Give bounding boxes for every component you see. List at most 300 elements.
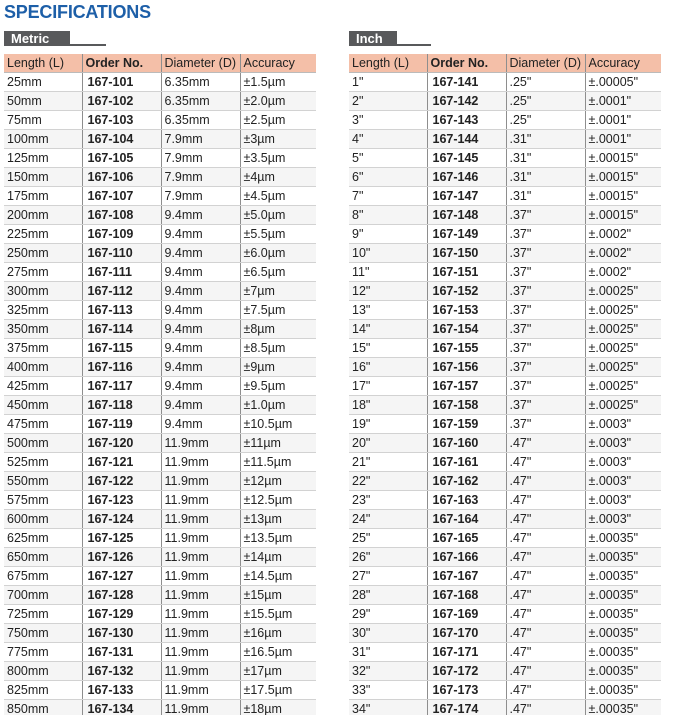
- order-no-cell: 167-173: [427, 680, 506, 699]
- table-row: [4, 699, 316, 715]
- accuracy-cell: ±16.5µm: [240, 642, 316, 661]
- length-cell: 50mm: [4, 91, 82, 110]
- table-row: [349, 433, 661, 452]
- length-cell: 150mm: [4, 167, 82, 186]
- diameter-cell: 11.9mm: [161, 509, 240, 528]
- order-no-cell: 167-148: [427, 205, 506, 224]
- order-no-cell: 167-115: [82, 338, 161, 357]
- order-no-cell: 167-128: [82, 585, 161, 604]
- diameter-cell: 11.9mm: [161, 699, 240, 715]
- length-cell: 125mm: [4, 148, 82, 167]
- diameter-cell: 11.9mm: [161, 585, 240, 604]
- table-row: [4, 471, 316, 490]
- inch-header-row: [349, 54, 661, 72]
- length-cell: 650mm: [4, 547, 82, 566]
- order-no-cell: 167-126: [82, 547, 161, 566]
- length-cell: 23": [349, 490, 427, 509]
- table-row: [4, 110, 316, 129]
- diameter-cell: .47": [506, 452, 585, 471]
- table-row: [349, 566, 661, 585]
- length-cell: 10": [349, 243, 427, 262]
- length-cell: 500mm: [4, 433, 82, 452]
- inch-spec-table: [349, 54, 661, 715]
- table-row: [349, 357, 661, 376]
- accuracy-cell: ±7.5µm: [240, 300, 316, 319]
- length-cell: 75mm: [4, 110, 82, 129]
- diameter-cell: 11.9mm: [161, 604, 240, 623]
- length-cell: 13": [349, 300, 427, 319]
- accuracy-cell: ±.0002": [585, 224, 661, 243]
- accuracy-cell: ±12µm: [240, 471, 316, 490]
- diameter-cell: 9.4mm: [161, 243, 240, 262]
- length-cell: 575mm: [4, 490, 82, 509]
- metric-spec-table: [4, 54, 316, 715]
- order-no-cell: 167-130: [82, 623, 161, 642]
- order-no-cell: 167-108: [82, 205, 161, 224]
- metric-header-accuracy: Accuracy: [240, 54, 316, 72]
- diameter-cell: .37": [506, 224, 585, 243]
- metric-header-length: Length (L): [4, 54, 82, 72]
- order-no-cell: 167-167: [427, 566, 506, 585]
- order-no-cell: 167-158: [427, 395, 506, 414]
- length-cell: 475mm: [4, 414, 82, 433]
- accuracy-cell: ±.00035": [585, 642, 661, 661]
- order-no-cell: 167-114: [82, 319, 161, 338]
- length-cell: 525mm: [4, 452, 82, 471]
- table-row: [349, 604, 661, 623]
- table-row: [4, 623, 316, 642]
- order-no-cell: 167-163: [427, 490, 506, 509]
- length-cell: 175mm: [4, 186, 82, 205]
- accuracy-cell: ±.00035": [585, 566, 661, 585]
- diameter-cell: 9.4mm: [161, 357, 240, 376]
- diameter-cell: .47": [506, 623, 585, 642]
- accuracy-cell: ±13.5µm: [240, 528, 316, 547]
- accuracy-cell: ±3.5µm: [240, 148, 316, 167]
- table-row: [4, 72, 316, 91]
- order-no-cell: 167-142: [427, 91, 506, 110]
- table-row: [349, 91, 661, 110]
- metric-header-diameter: Diameter (D): [161, 54, 240, 72]
- order-no-cell: 167-107: [82, 186, 161, 205]
- diameter-cell: 11.9mm: [161, 642, 240, 661]
- order-no-cell: 167-121: [82, 452, 161, 471]
- diameter-cell: .47": [506, 509, 585, 528]
- length-cell: 19": [349, 414, 427, 433]
- accuracy-cell: ±6.0µm: [240, 243, 316, 262]
- table-row: [349, 642, 661, 661]
- table-row: [4, 509, 316, 528]
- order-no-cell: 167-169: [427, 604, 506, 623]
- accuracy-cell: ±.00035": [585, 604, 661, 623]
- order-no-cell: 167-151: [427, 262, 506, 281]
- table-row: [4, 547, 316, 566]
- table-row: [4, 661, 316, 680]
- accuracy-cell: ±3µm: [240, 129, 316, 148]
- length-cell: 25": [349, 528, 427, 547]
- accuracy-cell: ±8µm: [240, 319, 316, 338]
- table-row: [4, 680, 316, 699]
- diameter-cell: .37": [506, 300, 585, 319]
- table-row: [349, 509, 661, 528]
- diameter-cell: .47": [506, 566, 585, 585]
- table-row: [4, 585, 316, 604]
- accuracy-cell: ±17µm: [240, 661, 316, 680]
- order-no-cell: 167-105: [82, 148, 161, 167]
- length-cell: 4": [349, 129, 427, 148]
- table-row: [4, 129, 316, 148]
- table-row: [349, 452, 661, 471]
- table-row: [349, 110, 661, 129]
- table-row: [4, 224, 316, 243]
- table-row: [349, 205, 661, 224]
- accuracy-cell: ±1.0µm: [240, 395, 316, 414]
- diameter-cell: .47": [506, 471, 585, 490]
- accuracy-cell: ±.0003": [585, 414, 661, 433]
- table-row: [4, 338, 316, 357]
- diameter-cell: .37": [506, 414, 585, 433]
- accuracy-cell: ±12.5µm: [240, 490, 316, 509]
- order-no-cell: 167-111: [82, 262, 161, 281]
- table-row: [349, 471, 661, 490]
- accuracy-cell: ±8.5µm: [240, 338, 316, 357]
- inch-table-body: [349, 72, 661, 715]
- accuracy-cell: ±.0002": [585, 243, 661, 262]
- accuracy-cell: ±.00035": [585, 585, 661, 604]
- diameter-cell: 11.9mm: [161, 547, 240, 566]
- order-no-cell: 167-134: [82, 699, 161, 715]
- order-no-cell: 167-122: [82, 471, 161, 490]
- order-no-cell: 167-165: [427, 528, 506, 547]
- length-cell: 29": [349, 604, 427, 623]
- table-row: [349, 281, 661, 300]
- order-no-cell: 167-131: [82, 642, 161, 661]
- accuracy-cell: ±.0001": [585, 110, 661, 129]
- length-cell: 8": [349, 205, 427, 224]
- accuracy-cell: ±.00025": [585, 338, 661, 357]
- accuracy-cell: ±.00025": [585, 281, 661, 300]
- order-no-cell: 167-152: [427, 281, 506, 300]
- diameter-cell: 9.4mm: [161, 300, 240, 319]
- diameter-cell: 11.9mm: [161, 661, 240, 680]
- metric-header-order-no: Order No.: [82, 54, 161, 72]
- accuracy-cell: ±1.5µm: [240, 72, 316, 91]
- table-row: [349, 547, 661, 566]
- order-no-cell: 167-164: [427, 509, 506, 528]
- table-row: [4, 490, 316, 509]
- table-row: [349, 490, 661, 509]
- accuracy-cell: ±.00035": [585, 623, 661, 642]
- inch-section-rule: [397, 44, 431, 46]
- diameter-cell: .25": [506, 110, 585, 129]
- length-cell: 14": [349, 319, 427, 338]
- diameter-cell: 9.4mm: [161, 281, 240, 300]
- order-no-cell: 167-143: [427, 110, 506, 129]
- diameter-cell: .31": [506, 129, 585, 148]
- accuracy-cell: ±17.5µm: [240, 680, 316, 699]
- accuracy-cell: ±.0001": [585, 129, 661, 148]
- table-row: [349, 186, 661, 205]
- order-no-cell: 167-172: [427, 661, 506, 680]
- diameter-cell: 6.35mm: [161, 110, 240, 129]
- diameter-cell: .47": [506, 604, 585, 623]
- table-row: [4, 167, 316, 186]
- order-no-cell: 167-144: [427, 129, 506, 148]
- length-cell: 1": [349, 72, 427, 91]
- diameter-cell: .37": [506, 243, 585, 262]
- order-no-cell: 167-133: [82, 680, 161, 699]
- accuracy-cell: ±.00035": [585, 547, 661, 566]
- accuracy-cell: ±13µm: [240, 509, 316, 528]
- accuracy-cell: ±.00025": [585, 319, 661, 338]
- accuracy-cell: ±6.5µm: [240, 262, 316, 281]
- accuracy-cell: ±.00025": [585, 395, 661, 414]
- length-cell: 850mm: [4, 699, 82, 715]
- order-no-cell: 167-171: [427, 642, 506, 661]
- table-row: [4, 91, 316, 110]
- order-no-cell: 167-157: [427, 376, 506, 395]
- accuracy-cell: ±14.5µm: [240, 566, 316, 585]
- diameter-cell: .31": [506, 148, 585, 167]
- accuracy-cell: ±.00015": [585, 186, 661, 205]
- accuracy-cell: ±.00035": [585, 528, 661, 547]
- diameter-cell: .37": [506, 376, 585, 395]
- diameter-cell: .31": [506, 186, 585, 205]
- accuracy-cell: ±.00005": [585, 72, 661, 91]
- accuracy-cell: ±5.0µm: [240, 205, 316, 224]
- table-row: [4, 433, 316, 452]
- length-cell: 25mm: [4, 72, 82, 91]
- table-row: [349, 148, 661, 167]
- length-cell: 6": [349, 167, 427, 186]
- order-no-cell: 167-102: [82, 91, 161, 110]
- order-no-cell: 167-118: [82, 395, 161, 414]
- inch-section-label: Inch: [349, 31, 397, 46]
- diameter-cell: 9.4mm: [161, 376, 240, 395]
- order-no-cell: 167-149: [427, 224, 506, 243]
- table-row: [349, 623, 661, 642]
- order-no-cell: 167-141: [427, 72, 506, 91]
- order-no-cell: 167-103: [82, 110, 161, 129]
- length-cell: 600mm: [4, 509, 82, 528]
- diameter-cell: .37": [506, 319, 585, 338]
- accuracy-cell: ±4µm: [240, 167, 316, 186]
- table-row: [349, 699, 661, 715]
- table-row: [349, 243, 661, 262]
- accuracy-cell: ±15.5µm: [240, 604, 316, 623]
- accuracy-cell: ±.00025": [585, 300, 661, 319]
- table-row: [4, 319, 316, 338]
- accuracy-cell: ±2.0µm: [240, 91, 316, 110]
- table-row: [4, 642, 316, 661]
- table-row: [349, 395, 661, 414]
- length-cell: 625mm: [4, 528, 82, 547]
- accuracy-cell: ±10.5µm: [240, 414, 316, 433]
- order-no-cell: 167-101: [82, 72, 161, 91]
- length-cell: 275mm: [4, 262, 82, 281]
- metric-section-label: Metric: [4, 31, 70, 46]
- length-cell: 32": [349, 661, 427, 680]
- diameter-cell: .47": [506, 642, 585, 661]
- order-no-cell: 167-150: [427, 243, 506, 262]
- diameter-cell: 11.9mm: [161, 471, 240, 490]
- accuracy-cell: ±18µm: [240, 699, 316, 715]
- order-no-cell: 167-119: [82, 414, 161, 433]
- accuracy-cell: ±.00035": [585, 661, 661, 680]
- diameter-cell: 7.9mm: [161, 186, 240, 205]
- order-no-cell: 167-116: [82, 357, 161, 376]
- length-cell: 2": [349, 91, 427, 110]
- table-row: [349, 300, 661, 319]
- accuracy-cell: ±.00025": [585, 376, 661, 395]
- diameter-cell: .47": [506, 699, 585, 715]
- accuracy-cell: ±.00015": [585, 205, 661, 224]
- table-row: [4, 604, 316, 623]
- length-cell: 5": [349, 148, 427, 167]
- table-row: [4, 148, 316, 167]
- table-row: [4, 281, 316, 300]
- length-cell: 17": [349, 376, 427, 395]
- diameter-cell: .37": [506, 395, 585, 414]
- length-cell: 450mm: [4, 395, 82, 414]
- diameter-cell: 11.9mm: [161, 528, 240, 547]
- length-cell: 28": [349, 585, 427, 604]
- length-cell: 3": [349, 110, 427, 129]
- order-no-cell: 167-166: [427, 547, 506, 566]
- length-cell: 33": [349, 680, 427, 699]
- length-cell: 30": [349, 623, 427, 642]
- table-row: [349, 72, 661, 91]
- order-no-cell: 167-159: [427, 414, 506, 433]
- diameter-cell: 7.9mm: [161, 167, 240, 186]
- order-no-cell: 167-117: [82, 376, 161, 395]
- diameter-cell: .25": [506, 91, 585, 110]
- length-cell: 725mm: [4, 604, 82, 623]
- length-cell: 26": [349, 547, 427, 566]
- diameter-cell: .47": [506, 433, 585, 452]
- accuracy-cell: ±.0002": [585, 262, 661, 281]
- length-cell: 325mm: [4, 300, 82, 319]
- length-cell: 16": [349, 357, 427, 376]
- table-row: [349, 585, 661, 604]
- order-no-cell: 167-110: [82, 243, 161, 262]
- diameter-cell: 9.4mm: [161, 319, 240, 338]
- metric-header-row: [4, 54, 316, 72]
- order-no-cell: 167-145: [427, 148, 506, 167]
- length-cell: 400mm: [4, 357, 82, 376]
- diameter-cell: 11.9mm: [161, 452, 240, 471]
- table-row: [349, 338, 661, 357]
- order-no-cell: 167-155: [427, 338, 506, 357]
- diameter-cell: 9.4mm: [161, 224, 240, 243]
- order-no-cell: 167-106: [82, 167, 161, 186]
- diameter-cell: 9.4mm: [161, 338, 240, 357]
- diameter-cell: 11.9mm: [161, 680, 240, 699]
- diameter-cell: .37": [506, 262, 585, 281]
- length-cell: 375mm: [4, 338, 82, 357]
- table-row: [349, 528, 661, 547]
- accuracy-cell: ±.0003": [585, 452, 661, 471]
- length-cell: 22": [349, 471, 427, 490]
- length-cell: 800mm: [4, 661, 82, 680]
- length-cell: 27": [349, 566, 427, 585]
- length-cell: 700mm: [4, 585, 82, 604]
- table-row: [4, 452, 316, 471]
- accuracy-cell: ±.0003": [585, 433, 661, 452]
- order-no-cell: 167-120: [82, 433, 161, 452]
- table-row: [4, 186, 316, 205]
- order-no-cell: 167-153: [427, 300, 506, 319]
- length-cell: 15": [349, 338, 427, 357]
- accuracy-cell: ±15µm: [240, 585, 316, 604]
- length-cell: 18": [349, 395, 427, 414]
- page-title: SPECIFICATIONS: [4, 2, 151, 22]
- length-cell: 225mm: [4, 224, 82, 243]
- accuracy-cell: ±9.5µm: [240, 376, 316, 395]
- length-cell: 250mm: [4, 243, 82, 262]
- length-cell: 350mm: [4, 319, 82, 338]
- order-no-cell: 167-168: [427, 585, 506, 604]
- diameter-cell: .37": [506, 357, 585, 376]
- diameter-cell: .47": [506, 680, 585, 699]
- order-no-cell: 167-127: [82, 566, 161, 585]
- table-row: [4, 357, 316, 376]
- table-row: [4, 566, 316, 585]
- length-cell: 12": [349, 281, 427, 300]
- table-row: [4, 262, 316, 281]
- accuracy-cell: ±.0001": [585, 91, 661, 110]
- accuracy-cell: ±.00015": [585, 167, 661, 186]
- diameter-cell: 7.9mm: [161, 148, 240, 167]
- accuracy-cell: ±.0003": [585, 490, 661, 509]
- order-no-cell: 167-174: [427, 699, 506, 715]
- diameter-cell: 7.9mm: [161, 129, 240, 148]
- diameter-cell: .37": [506, 205, 585, 224]
- accuracy-cell: ±16µm: [240, 623, 316, 642]
- metric-table-body: [4, 72, 316, 715]
- diameter-cell: .47": [506, 661, 585, 680]
- table-row: [4, 376, 316, 395]
- table-row: [349, 167, 661, 186]
- order-no-cell: 167-132: [82, 661, 161, 680]
- diameter-cell: .47": [506, 528, 585, 547]
- order-no-cell: 167-104: [82, 129, 161, 148]
- diameter-cell: 9.4mm: [161, 262, 240, 281]
- diameter-cell: .37": [506, 281, 585, 300]
- order-no-cell: 167-109: [82, 224, 161, 243]
- length-cell: 300mm: [4, 281, 82, 300]
- length-cell: 425mm: [4, 376, 82, 395]
- table-row: [349, 319, 661, 338]
- order-no-cell: 167-147: [427, 186, 506, 205]
- accuracy-cell: ±2.5µm: [240, 110, 316, 129]
- length-cell: 750mm: [4, 623, 82, 642]
- diameter-cell: .47": [506, 585, 585, 604]
- table-row: [4, 414, 316, 433]
- diameter-cell: 11.9mm: [161, 433, 240, 452]
- table-row: [349, 414, 661, 433]
- length-cell: 9": [349, 224, 427, 243]
- order-no-cell: 167-146: [427, 167, 506, 186]
- order-no-cell: 167-160: [427, 433, 506, 452]
- table-row: [4, 243, 316, 262]
- accuracy-cell: ±.0003": [585, 471, 661, 490]
- diameter-cell: 9.4mm: [161, 205, 240, 224]
- diameter-cell: 6.35mm: [161, 72, 240, 91]
- diameter-cell: 9.4mm: [161, 414, 240, 433]
- order-no-cell: 167-124: [82, 509, 161, 528]
- accuracy-cell: ±.00035": [585, 699, 661, 715]
